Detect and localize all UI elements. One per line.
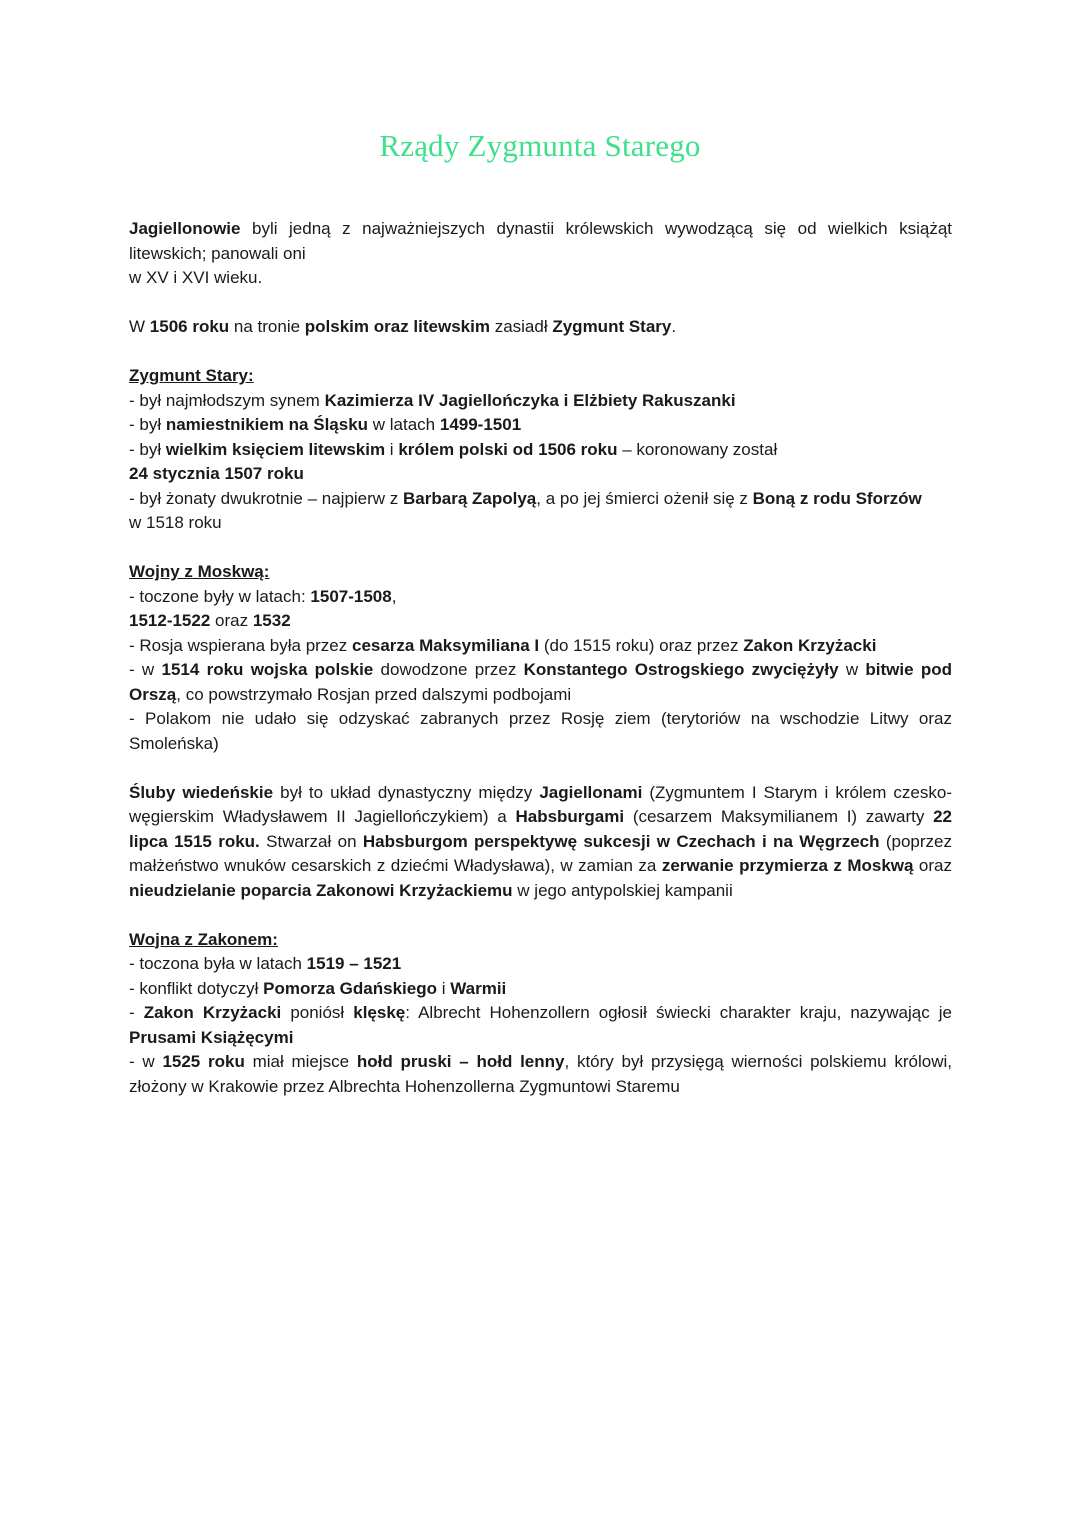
text-run: - toczona była w latach	[129, 954, 307, 973]
section-lines	[129, 389, 952, 536]
text-run: , który był przysięgą wierności polskiemu królowi, złożony w Krakowie przez Albrechta Hohenzollerna Zygmuntowi Staremu	[129, 1052, 953, 1096]
section-wojny-z-moskwa	[129, 560, 952, 756]
bold-text-run: Jagiellonami	[539, 782, 643, 802]
text-run: dowodzone przez	[373, 660, 524, 679]
text-run: .	[671, 317, 677, 336]
bold-text-run: wielkim księciem litewskim	[165, 439, 386, 459]
bold-text-run: bitwie pod Orszą	[129, 660, 953, 704]
text-run: - Polakom nie udało się odzyskać zabranych przez Rosję ziem (terytoriów na wschodzie Litwy oraz Smoleńska)	[129, 709, 952, 753]
section-line	[129, 438, 952, 463]
section-lines	[129, 585, 952, 757]
text-run: (cesarzem Maksymilianem I) zawarty	[624, 807, 934, 826]
bold-text-run: 1507-1508	[310, 586, 392, 606]
text-run: ,	[391, 586, 397, 606]
section-line	[129, 413, 952, 438]
section-heading: Zygmunt Stary:	[129, 366, 254, 385]
text-run: , a po jej śmierci ożenił się z	[536, 488, 753, 508]
bold-text-run: 1514 roku wojska polskie	[161, 660, 374, 679]
bold-text-run: nieudzielanie poparcia Zakonowi Krzyżackiemu	[129, 880, 513, 900]
text-run: - w	[129, 1052, 163, 1071]
bold-text-run: Pomorza Gdańskiego	[263, 978, 437, 998]
bold-text-run: 22 lipca 1515 roku.	[129, 807, 952, 851]
bold-text-run: Jagiellonowie	[129, 219, 241, 238]
section-line	[129, 609, 952, 634]
section-line	[129, 977, 952, 1002]
bold-text-run: zerwanie przymierza z Moskwą	[661, 856, 914, 875]
text-run: poniósł	[281, 1003, 354, 1022]
bold-text-run: Śluby wiedeńskie	[129, 782, 274, 802]
text-run: zasiadł	[489, 317, 553, 336]
text-run: miał miejsce	[244, 1052, 357, 1071]
text-run: : Albrecht Hohenzollern ogłosił świecki charakter kraju, nazywając je	[405, 1003, 952, 1022]
text-run: – koronowany został	[617, 439, 778, 459]
section-wojna-z-zakonem	[129, 928, 952, 1100]
text-run: -	[129, 1003, 144, 1022]
text-run: , co powstrzymało Rosjan przed dalszymi podbojami	[176, 684, 572, 704]
text-run: Stwarzał on	[259, 831, 363, 851]
document-body	[129, 217, 952, 1124]
text-run: - był najmłodszym synem	[129, 390, 325, 410]
section-lines	[129, 952, 952, 1099]
text-run: - toczone były w latach:	[129, 586, 311, 606]
section-line	[129, 707, 952, 756]
bold-text-run: Warmii	[450, 978, 507, 998]
text-run: - był żonaty dwukrotnie – najpierw z	[129, 488, 404, 508]
bold-text-run: 1506 roku	[149, 317, 230, 336]
bold-text-run: hołd pruski – hołd lenny	[356, 1052, 565, 1071]
section-line	[129, 1001, 952, 1050]
page-title: Rządy Zygmunta Starego	[379, 128, 701, 163]
intro-paragraph	[129, 217, 952, 291]
bold-text-run: Kazimierza IV Jagiellończyka i Elżbiety Rakuszanki	[324, 390, 736, 410]
section-line	[129, 952, 952, 977]
text-run: - był	[129, 439, 166, 459]
text-run: i	[436, 978, 451, 998]
section-line	[129, 634, 952, 659]
text-run: w latach	[368, 415, 440, 434]
bold-text-run: 1519 – 1521	[306, 954, 402, 973]
section-line	[129, 487, 952, 512]
bold-text-run: 1499-1501	[439, 415, 522, 434]
throne-paragraph	[129, 315, 952, 340]
text-run: oraz	[210, 611, 253, 630]
text-run: w 1518 roku	[129, 513, 222, 532]
bold-text-run: namiestnikiem na Śląsku	[165, 415, 369, 434]
bold-text-run: 1512-1522	[129, 611, 211, 630]
text-run: (poprzez małżeństwo wnuków cesarskich z dziećmi Władysława), w zamian za	[129, 831, 952, 875]
text-run: - Rosja wspierana była przez	[129, 635, 352, 655]
sluby-wiedenskie-paragraph	[129, 781, 952, 904]
section-zygmunt-stary	[129, 364, 952, 536]
text-run: byli jedną z najważniejszych dynastii królewskich wywodzącą się od wielkich książąt litewskich; panowali oni	[129, 219, 952, 263]
bold-text-run: Konstantego Ostrogskiego zwyciężyły	[523, 660, 839, 679]
text-run: - konflikt dotyczył	[129, 978, 264, 998]
text-run: W	[129, 317, 150, 336]
section-line	[129, 389, 952, 414]
text-run: w	[838, 660, 866, 679]
text-run: (Zygmuntem I Starym i królem czesko-węgierskim Władysławem II Jagiellończykiem) a	[129, 782, 952, 826]
bold-text-run: klęskę	[353, 1003, 406, 1022]
section-line	[129, 585, 952, 610]
bold-text-run: Zakon Krzyżacki	[743, 635, 877, 655]
bold-text-run: cesarza Maksymiliana I	[351, 635, 540, 655]
text-run: był to układ dynastyczny między	[273, 782, 540, 802]
bold-text-run: 1525 roku	[162, 1052, 245, 1071]
text-run: na tronie	[229, 317, 305, 336]
text-run: oraz	[913, 856, 952, 875]
section-line	[129, 658, 952, 707]
section-line	[129, 1050, 952, 1099]
bold-text-run: Habsburgami	[515, 807, 625, 826]
section-line	[129, 462, 952, 487]
text-run: w XV i XVI wieku.	[129, 268, 263, 287]
section-heading: Wojny z Moskwą:	[129, 562, 270, 581]
text-run: i	[385, 439, 399, 459]
text-run: - był	[129, 415, 166, 434]
bold-text-run: Zakon Krzyżacki	[143, 1003, 282, 1022]
bold-text-run: Prusami Książęcymi	[129, 1027, 294, 1047]
text-run: w jego antypolskiej kampanii	[512, 880, 733, 900]
bold-text-run: królem polski od 1506 roku	[398, 439, 618, 459]
bold-text-run: 1532	[252, 611, 291, 630]
bold-text-run: Boną z rodu Sforzów	[752, 488, 922, 508]
bold-text-run: polskim oraz litewskim	[304, 317, 490, 336]
bold-text-run: Zygmunt Stary	[552, 317, 672, 336]
text-run: (do 1515 roku) oraz przez	[539, 635, 744, 655]
section-heading: Wojna z Zakonem:	[129, 929, 278, 949]
bold-text-run: Barbarą Zapolyą	[403, 488, 537, 508]
bold-text-run: 24 stycznia 1507 roku	[129, 464, 304, 483]
text-run: - w	[129, 660, 162, 679]
section-line	[129, 511, 952, 536]
bold-text-run: Habsburgom perspektywę sukcesji w Czechach i na Węgrzech	[362, 831, 880, 851]
